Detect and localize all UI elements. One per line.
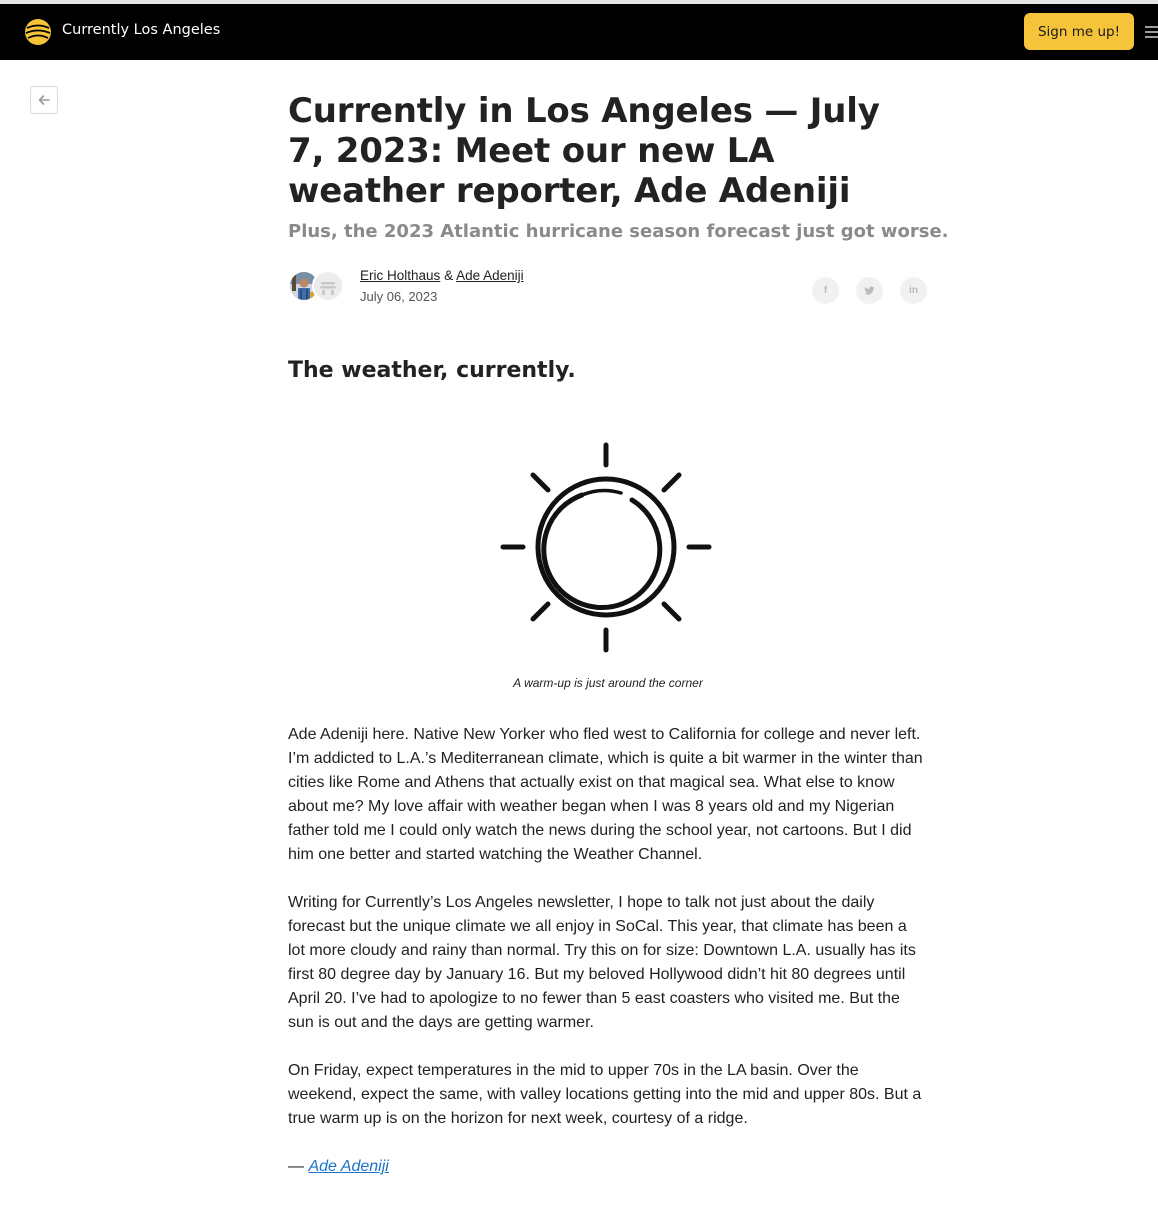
top-navbar [0,4,1158,60]
share-twitter-button[interactable] [856,277,883,304]
arrow-left-icon [37,93,51,107]
author-separator: & [444,268,454,283]
signoff-dash: — [288,1158,304,1175]
post-date: July 06, 2023 [360,289,438,304]
publication-logo-icon[interactable] [24,18,52,46]
back-button[interactable] [30,86,58,114]
author-avatars [288,270,348,302]
sun-icon [495,440,717,655]
body-paragraph: Writing for Currently’s Los Angeles newsletter, I hope to talk not just about the daily forecast but the unique climate we all enjoy in SoCal. This year, that climate has been a lot more cloudy and rainy than normal. Try this on for size: Downtown L.A. usually has its first 80 degree day by January 16. But my beloved Hollywood didn’t hit 80 degrees until April 20. I’ve had to apologize to no fewer than 5 east coasters who visited me. But the sun is out and the days are getting warmer. [288,894,916,1031]
signoff [288,1155,389,1179]
author-link-eric-holthaus[interactable]: Eric Holthaus [360,268,441,283]
post-title: Currently in Los Angeles — July 7, 2023: Meet our new LA weather reporter, Ade Adeniji [288,91,880,211]
body-paragraph: On Friday, expect temperatures in the mid to upper 70s in the LA basin. Over the weekend, expect the same, with valley locations getting into the mid and upper 80s. But a true warm up is on the horizon for next week, courtesy of a ridge. [288,1062,922,1127]
image-caption: A warm-up is just around the corner [513,676,703,690]
signoff-author-link[interactable]: Ade Adeniji [308,1158,389,1175]
avatar[interactable] [312,270,344,302]
byline [360,268,524,283]
section-heading: The weather, currently. [288,358,576,383]
publication-name[interactable]: Currently Los Angeles [62,22,221,38]
author-photo-icon [314,272,342,300]
linkedin-icon: in [909,285,918,296]
facebook-icon: f [823,285,828,296]
body-paragraph: Ade Adeniji here. Native New Yorker who fled west to California for college and never left. I’m addicted to L.A.’s Mediterranean climate, which is quite a bit warmer in the winter than cities like Rome and Athens that actually exist on that magical sea. What else to know about me? My love affair with weather began when I was 8 years old and my Nigerian father told me I could only watch the news during the school year, not cartoons. But I did him one better and started watching the Weather Channel. [288,726,923,863]
twitter-icon [864,286,875,296]
author-link-ade-adeniji[interactable]: Ade Adeniji [456,268,524,283]
share-facebook-button[interactable] [812,277,839,304]
share-linkedin-button[interactable] [900,277,927,304]
menu-icon[interactable] [1145,26,1158,38]
sign-up-button[interactable]: Sign me up! [1024,13,1134,50]
post-subtitle: Plus, the 2023 Atlantic hurricane season forecast just got worse. [288,221,949,242]
